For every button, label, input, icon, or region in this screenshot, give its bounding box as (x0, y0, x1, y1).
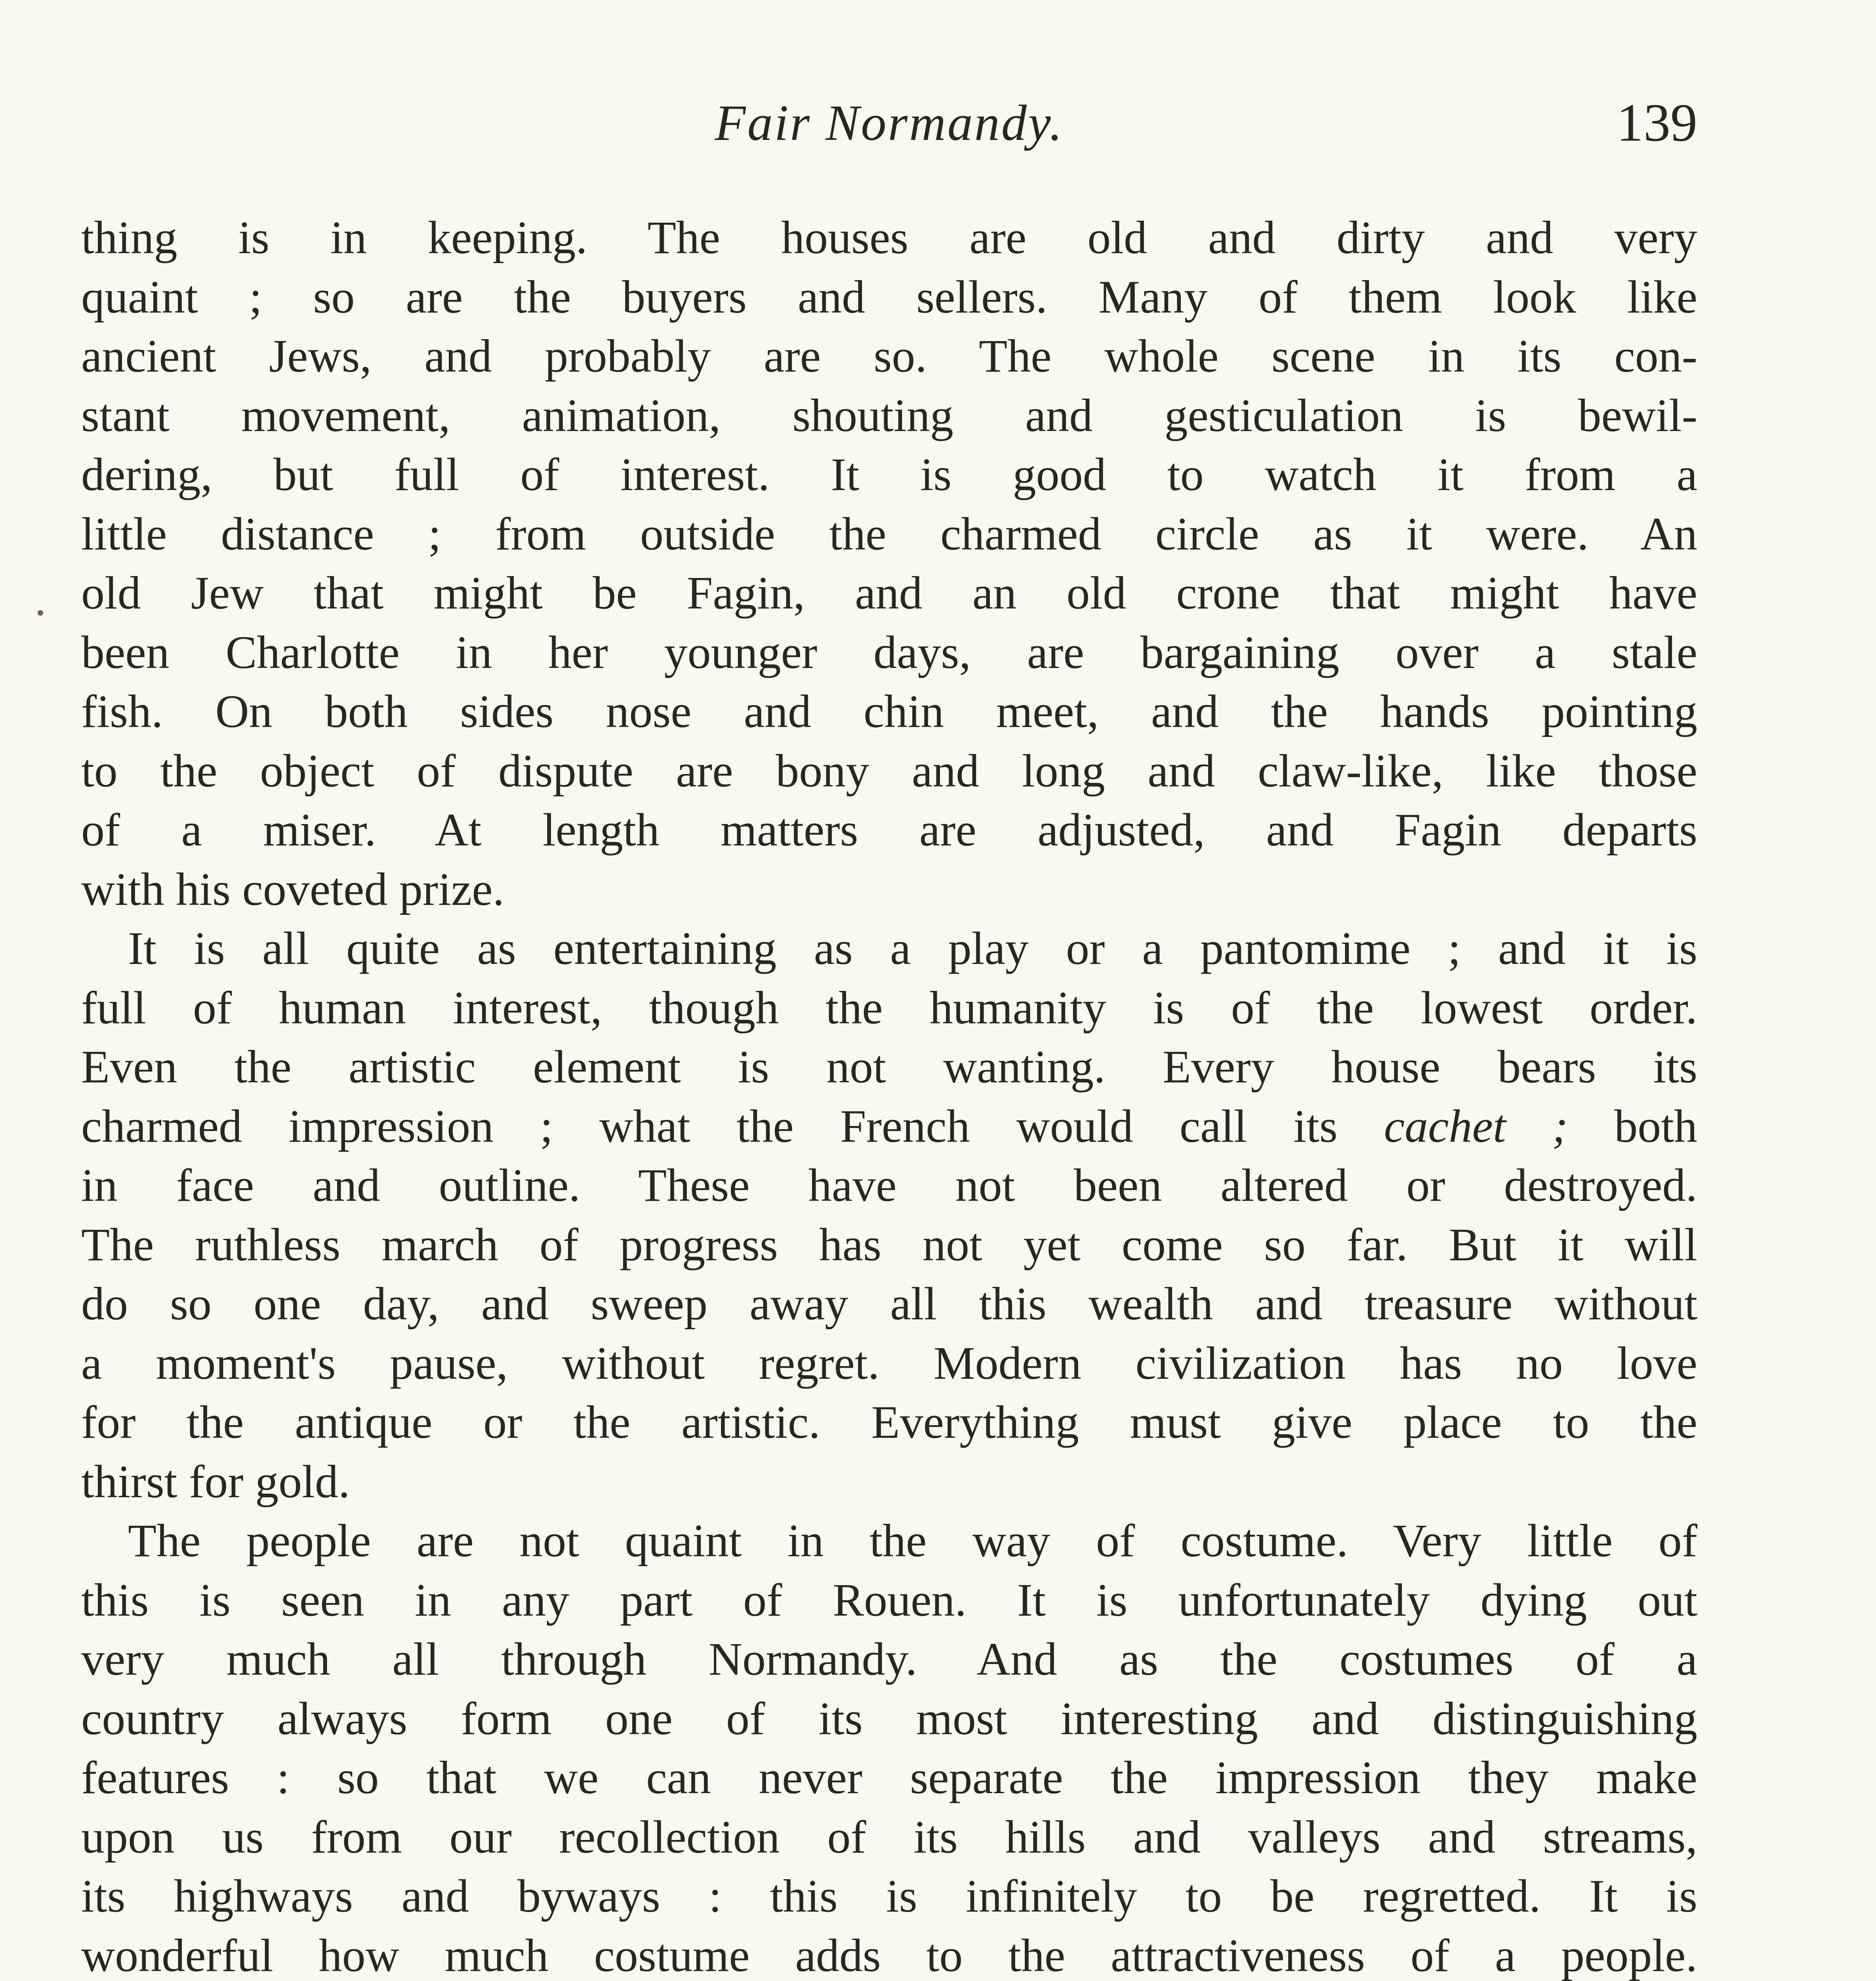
text-line: wonderful how much costume adds to the attractiveness of a people. (81, 1929, 1697, 1981)
text-line: its highways and byways : this is infinitely to be regretted. It is (81, 1870, 1697, 1922)
text-line: old Jew that might be Fagin, and an old crone that might have (81, 567, 1697, 619)
text-line: in face and outline. These have not been altered or destroyed. (81, 1159, 1697, 1211)
text-line: very much all through Normandy. And as the costumes of a (81, 1633, 1697, 1685)
text-line: thirst for gold. (81, 1455, 350, 1508)
italic-word: cachet ; (1384, 1100, 1568, 1152)
body-text (81, 208, 1697, 1981)
text-line: country always form one of its most interesting and distinguishing (81, 1692, 1697, 1744)
text-line: fish. On both sides nose and chin meet, and the hands pointing (81, 685, 1697, 737)
text-line: do so one day, and sweep away all this wealth and treasure without (81, 1278, 1697, 1330)
running-head (81, 91, 1697, 170)
text-line: quaint ; so are the buyers and sellers. Many of them look like (81, 271, 1697, 323)
text-line: It is all quite as entertaining as a play or a pantomime ; and it is (128, 922, 1697, 974)
text-line: Even the artistic element is not wanting. Every house bears its (81, 1041, 1697, 1093)
text-line: a moment's pause, without regret. Modern civilization has no love (81, 1337, 1697, 1389)
text-line: thing is in keeping. The houses are old and dirty and very (81, 212, 1697, 263)
text-line: ancient Jews, and probably are so. The whole scene in its con- (81, 330, 1697, 382)
text-line: charmed impression ; what the French would call its cachet ; both (81, 1100, 1697, 1152)
text-line: features : so that we can never separate the impression they make (81, 1752, 1697, 1804)
text-line: full of human interest, though the humanity is of the lowest order. (81, 981, 1697, 1034)
text-line: little distance ; from outside the charmed circle as it were. An (81, 508, 1697, 560)
text-line: for the antique or the artistic. Everything must give place to the (81, 1396, 1697, 1448)
text-line: with his coveted prize. (81, 863, 505, 915)
text-line: to the object of dispute are bony and long and claw-like, like those (81, 744, 1697, 797)
text-line: been Charlotte in her younger days, are bargaining over a stale (81, 626, 1697, 678)
running-title: Fair Normandy. (715, 95, 1064, 151)
text-line: upon us from our recollection of its hills and valleys and streams, (81, 1811, 1697, 1863)
text-line: The people are not quaint in the way of costume. Very little of (128, 1515, 1697, 1567)
text-line: dering, but full of interest. It is good to watch it from a (81, 448, 1697, 500)
text-line: of a miser. At length matters are adjusted, and Fagin departs (81, 804, 1697, 856)
text-line: this is seen in any part of Rouen. It is unfortunately dying out (81, 1574, 1697, 1626)
page-number: 139 (1617, 93, 1697, 153)
text-line: stant movement, animation, shouting and gesticulation is bewil- (81, 389, 1697, 441)
margin-speck (38, 610, 43, 616)
text-line: The ruthless march of progress has not yet come so far. But it will (81, 1218, 1697, 1271)
